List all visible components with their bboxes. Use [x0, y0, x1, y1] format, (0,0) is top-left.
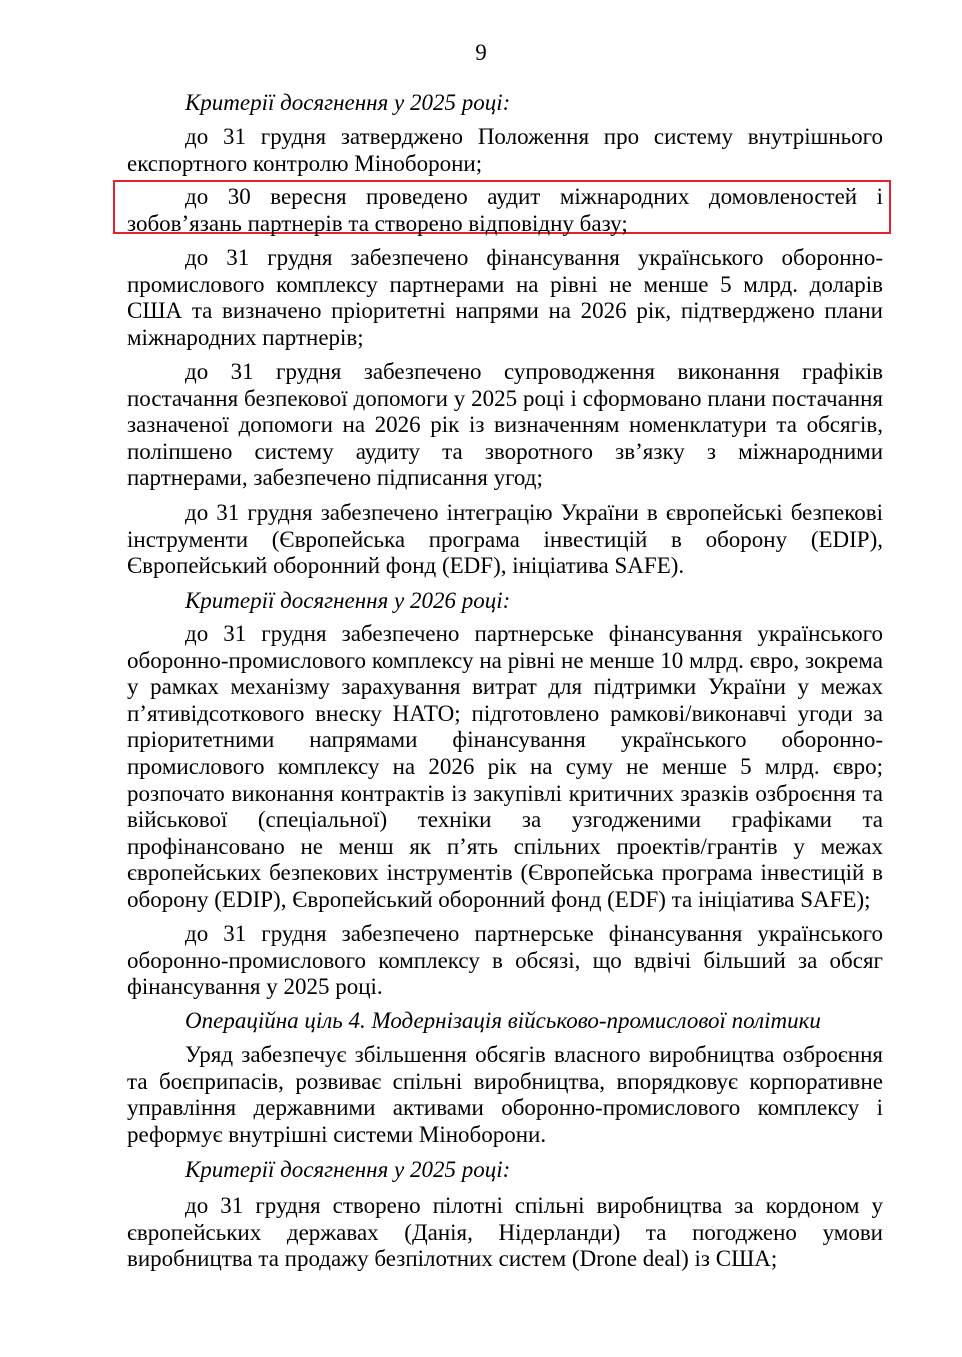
operational-goal-4-heading: Операційна ціль 4. Модернізація військово-промислової політики: [185, 1008, 821, 1033]
paragraph-double-financing: до 31 грудня забезпечено партнерське фінансування українського оборонно-промислового комплексу в обсязі, що вдвічі більший за обсяг фінансування у 2025 році.: [127, 921, 883, 1000]
paragraph-security-assistance: до 31 грудня забезпечено супроводження виконання графіків постачання безпекової допомоги у 2025 році і сформовано плани постачання зазначеної допомоги на 2026 рік із визначенням номенклатури та обсягів, поліпшено систему аудиту та зворотного зв’язку з міжнародними партнерами, забезпечено підписання угод;: [127, 359, 883, 491]
paragraph-financing-10bn-eur: до 31 грудня забезпечено партнерське фінансування українського оборонно-промислового комплексу на рівні не менше 10 млрд. євро, зокрема у рамках механізму зарахування витрат для підтримки України у межах п’ятивідсоткового внеску НАТО; підготовлено рамкові/виконавчі угоди за пріоритетними напрямами фінансування українського оборонно-промислового комплексу на 2026 рік на суму не менше 5 млрд. євро; розпочато виконання контрактів із закупівлі критичних зразків озброєння та військової (спеціальної) техніки за узгодженими графіками та профінансовано не менш як п’ять спільних проектів/грантів у межах європейських безпекових інструментів (Європейська програма інвестицій в оборону (EDIP), Європейський оборонний фонд (EDF) та ініціатива SAFE);: [127, 621, 883, 912]
paragraph-financing-5bn-usd: до 31 грудня забезпечено фінансування українського оборонно-промислового комплексу партнерами на рівні не менше 5 млрд. доларів США та визначено пріоритетні напрями на 2026 рік, підтверджено плани міжнародних партнерів;: [127, 245, 883, 350]
criteria-heading-2026: Критерії досягнення у 2026 році:: [185, 588, 511, 613]
paragraph-export-control: до 31 грудня затверджено Положення про систему внутрішнього експортного контролю Міноборони;: [127, 124, 883, 176]
paragraph-government-production: Уряд забезпечує збільшення обсягів власного виробництва озброєння та боєприпасів, розвиває спільні виробництва, впорядковує корпоративне управління державними активами оборонно-промислового комплексу і реформує внутрішні системи Міноборони.: [127, 1042, 883, 1147]
paragraph-eu-integration: до 31 грудня забезпечено інтеграцію України в європейські безпекові інструменти (Європейська програма інвестицій в оборону (EDIP), Європейський оборонний фонд (EDF), ініціатива SAFE).: [127, 500, 883, 579]
page-number: 9: [475, 40, 487, 65]
paragraph-audit-highlighted: до 30 вересня проведено аудит міжнародних домовленостей і зобов’язань партнерів та створено відповідну базу;: [127, 184, 883, 236]
paragraph-joint-production: до 31 грудня створено пілотні спільні виробництва за кордоном у європейських державах (Данія, Нідерланди) та погоджено умови виробництва та продажу безпілотних систем (Drone deal) із США;: [127, 1193, 883, 1272]
criteria-heading-2025-b: Критерії досягнення у 2025 році:: [185, 1157, 511, 1182]
criteria-heading-2025: Критерії досягнення у 2025 році:: [185, 90, 511, 115]
